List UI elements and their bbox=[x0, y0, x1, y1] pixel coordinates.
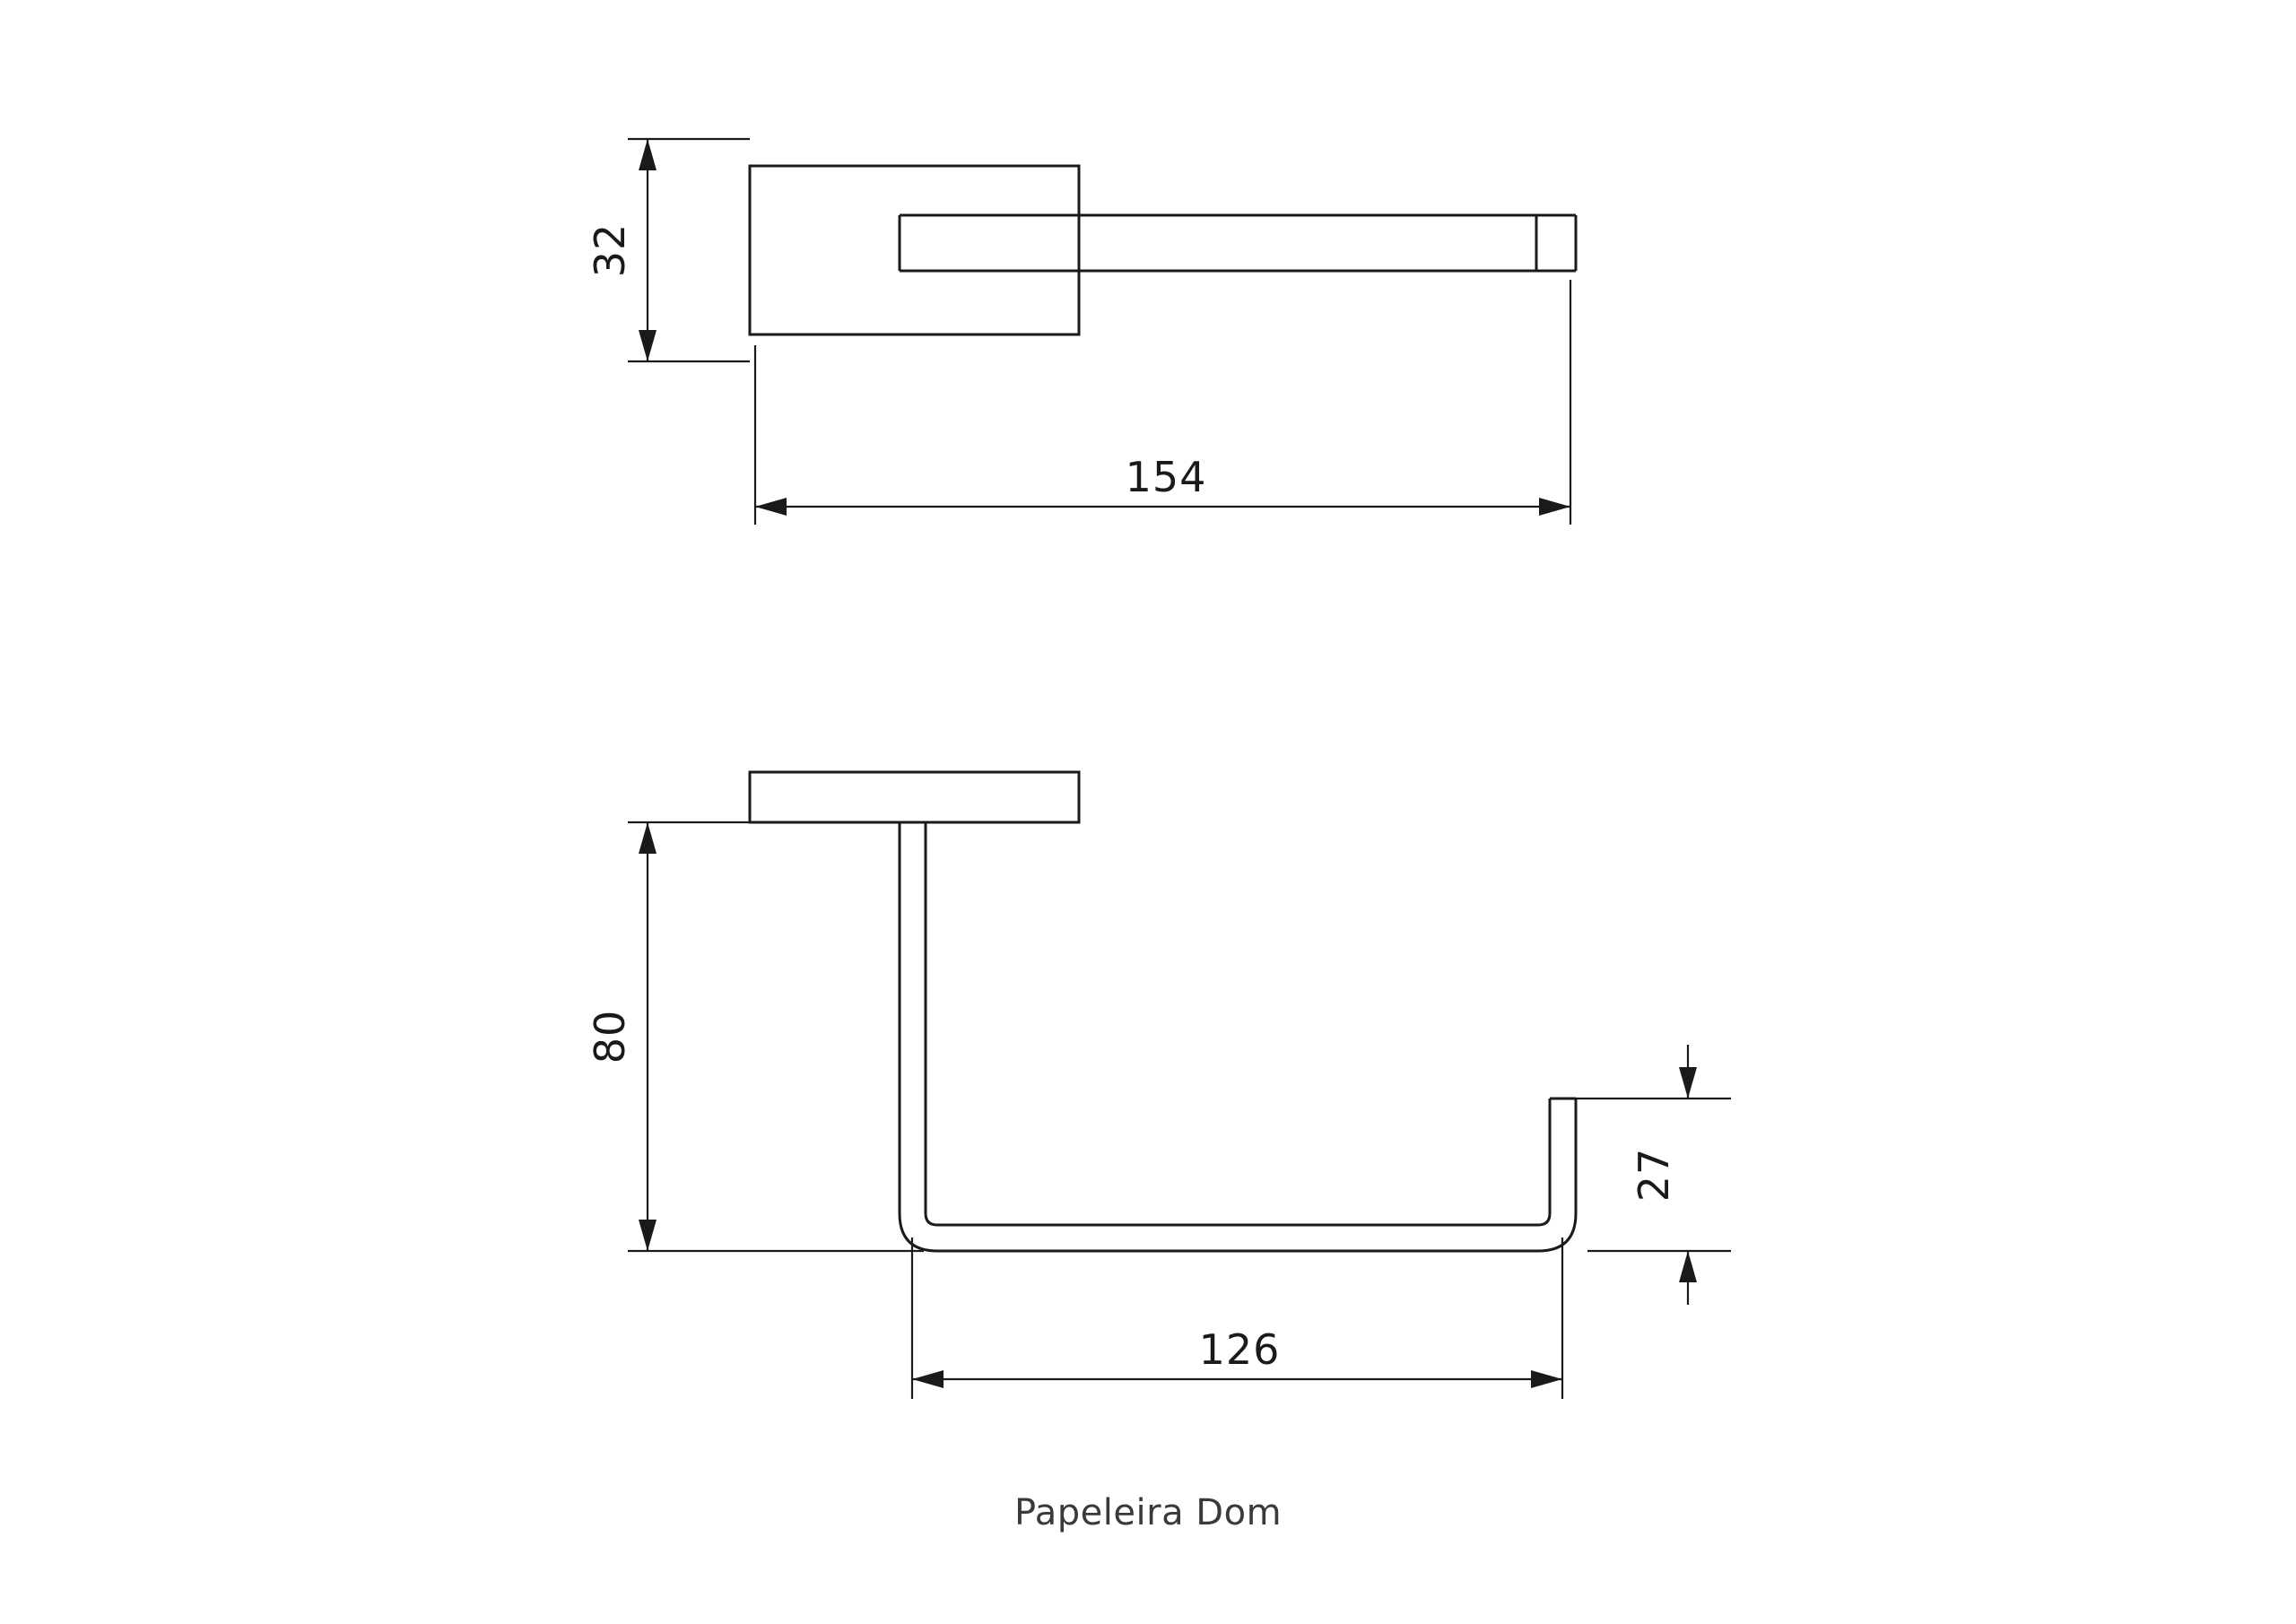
dimension-value-80: 80 bbox=[586, 1009, 634, 1064]
dimension-value-154: 154 bbox=[1125, 453, 1207, 501]
dimension-154 bbox=[755, 280, 1570, 525]
top-view-geometry bbox=[750, 166, 1576, 334]
dimension-27 bbox=[1561, 1045, 1731, 1305]
dimension-value-27: 27 bbox=[1630, 1147, 1678, 1203]
dimension-value-126: 126 bbox=[1198, 1325, 1281, 1374]
dimension-value-32: 32 bbox=[586, 222, 634, 278]
dimension-80 bbox=[586, 822, 924, 1251]
dimension-126 bbox=[912, 1238, 1562, 1399]
front-view-geometry bbox=[750, 772, 1576, 1251]
drawing-caption: Papeleira Dom bbox=[1013, 1492, 1283, 1533]
dimension-32 bbox=[586, 139, 750, 361]
